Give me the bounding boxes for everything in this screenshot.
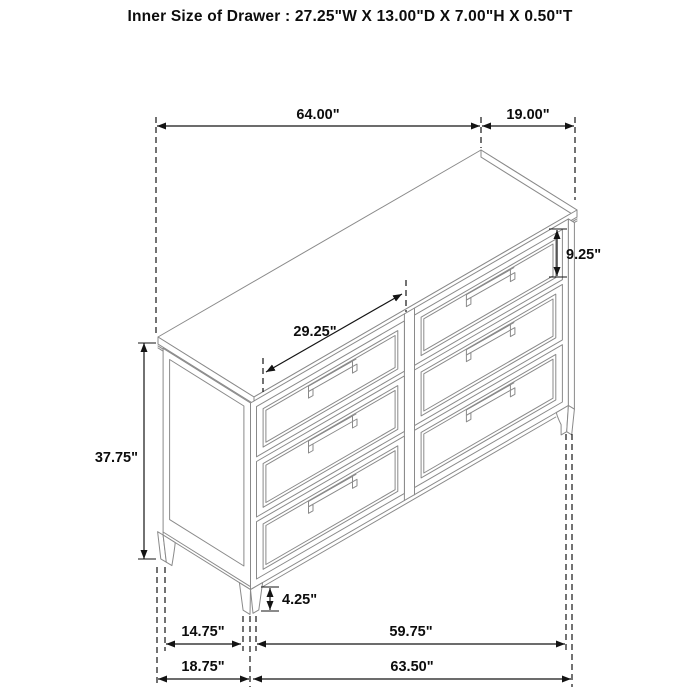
- dim-label-floor-front-span: 63.50": [390, 659, 434, 675]
- dim-label-leg-height: 4.25": [282, 592, 318, 608]
- figure-title: Inner Size of Drawer : 27.25"W X 13.00"D X 7.00"H X 0.50"T: [127, 8, 573, 25]
- dresser-line-drawing: [158, 150, 577, 614]
- dim-label-depth-top: 19.00": [506, 107, 550, 123]
- dim-label-drawer-front-width: 29.25": [293, 324, 337, 340]
- dim-label-top-drawer-height: 9.25": [566, 247, 602, 263]
- front-right-leg-edge: [567, 406, 575, 435]
- dim-label-base-left-offset: 14.75": [181, 624, 225, 640]
- dim-label-base-front-span: 59.75": [389, 624, 433, 640]
- dim-label-floor-left-offset: 18.75": [181, 659, 225, 675]
- dim-label-overall-height: 37.75": [94, 450, 138, 466]
- dim-label-width-top: 64.00": [296, 107, 340, 123]
